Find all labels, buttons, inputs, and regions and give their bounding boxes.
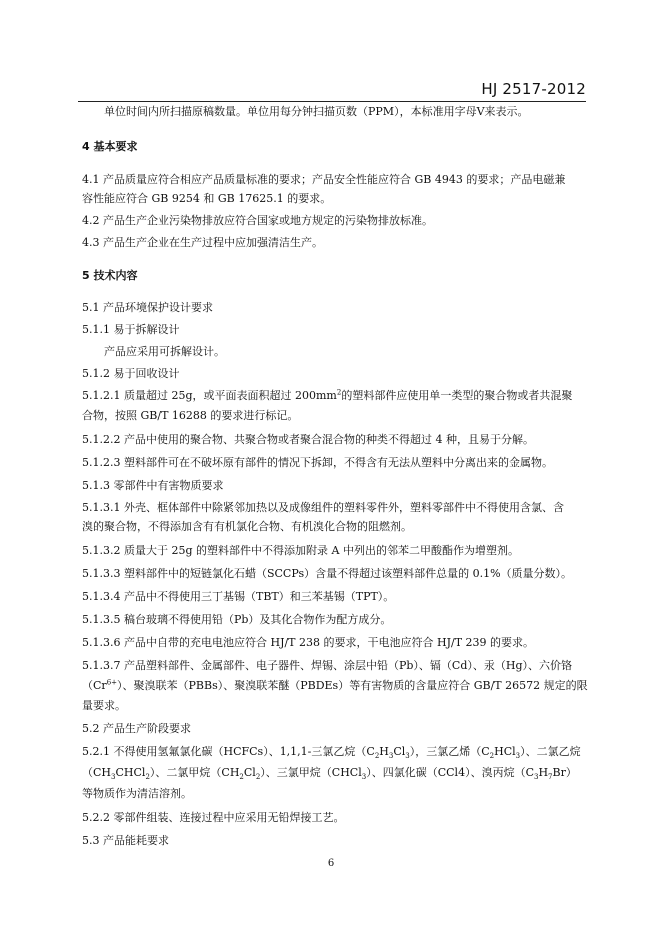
clause-5-1-3-6: 5.1.3.6 产品中自带的充电电池应符合 HJ/T 238 的要求，干电池应符合 HJ/T 239 的要求。 xyxy=(82,636,535,649)
clause-5-1-2: 5.1.2 易于回收设计 xyxy=(82,367,180,380)
clause-5-1-3: 5.1.3 零部件中有害物质要求 xyxy=(82,479,224,492)
clause-5-2-1-cont: $(CH_3CHCl_2)$、二氯甲烷$(CH_2Cl_2)$、三氯甲烷（CHCl$_3$）、四氯化碳（CCl4）、溴丙烷$(C_3H_7Br)$ xyxy=(82,766,577,782)
clause-5-1-3-7-end: 量要求。 xyxy=(82,699,126,712)
clause-5-1: 5.1 产品环境保护设计要求 xyxy=(82,301,213,314)
clause-5-1-2-1-cont: 合物，按照 GB/T 16288 的要求进行标记。 xyxy=(82,409,299,422)
paragraph-line: 单位时间内所扫描原稿数量。单位用每分钟扫描页数（PPM），本标准用字母V来表示。 xyxy=(104,105,529,118)
header-rule xyxy=(78,101,586,102)
clause-5-1-3-7-cont: $(Cr^{6+})$、聚溴联苯（PBBs）、聚溴联苯醚（PBDEs）等有害物质的含量应符合 GB/T 26572 规定的限 xyxy=(82,678,588,692)
clause-5-2-1-end: 等物质作为清洁溶剂。 xyxy=(82,787,192,800)
clause-4-1-cont: 容性能应符合 GB 9254 和 GB 17625.1 的要求。 xyxy=(82,192,332,205)
clause-5-1-3-2: 5.1.3.2 质量大于 25g 的塑料部件中不得添加附录 A 中列出的邻苯二甲酸酯作为增塑剂。 xyxy=(82,544,519,557)
clause-5-1-3-4: 5.1.3.4 产品中不得使用三丁基锡（TBT）和三苯基锡（TPT）。 xyxy=(82,590,395,603)
clause-5-2-1: 5.2.1 不得使用氢氟氯化碳（HCFCs）、1,1,1-三氯乙烷$(C_2H_3Cl_3)$，三氯乙烯$(C_2HCl_3)$、二氯乙烷 xyxy=(82,745,581,761)
standard-code: HJ 2517-2012 xyxy=(481,80,586,98)
clause-5-1-3-1: 5.1.3.1 外壳、框体部件中除紧邻加热以及成像组件的塑料零件外，塑料零部件中不得使用含氯、含 xyxy=(82,501,564,514)
clause-5-1-2-2: 5.1.2.2 产品中使用的聚合物、共聚合物或者聚合混合物的种类不得超过 4 种，且易于分解。 xyxy=(82,433,534,446)
clause-4-1: 4.1 产品质量应符合相应产品质量标准的要求；产品安全性能应符合 GB 4943 的要求；产品电磁兼 xyxy=(82,173,566,186)
page-number: 6 xyxy=(327,858,335,869)
clause-5-1-1: 5.1.1 易于拆解设计 xyxy=(82,323,180,336)
clause-5-1-2-3: 5.1.2.3 塑料部件可在不破坏原有部件的情况下拆卸，不得含有无法从塑料中分离出来的金属物。 xyxy=(82,456,553,469)
section-heading-5: 5 技术内容 xyxy=(82,269,138,282)
clause-5-1-3-5: 5.1.3.5 稿台玻璃不得使用铅（Pb）及其化合物作为配方成分。 xyxy=(82,613,392,626)
clause-5-1-3-3: 5.1.3.3 塑料部件中的短链氯化石蜡（SCCPs）含量不得超过该塑料部件总量的 0.1%（质量分数）。 xyxy=(82,567,573,580)
clause-5-1-3-1-cont: 溴的聚合物，不得添加含有有机氯化合物、有机溴化合物的阻燃剂。 xyxy=(82,520,412,533)
clause-5-3: 5.3 产品能耗要求 xyxy=(82,834,169,847)
clause-5-2: 5.2 产品生产阶段要求 xyxy=(82,722,191,735)
clause-5-1-2-1: 5.1.2.1 质量超过 25g，或平面表面积超过 $200mm^2$的塑料部件应使用单一类型的聚合物或者共混聚 xyxy=(82,388,573,402)
clause-5-2-2: 5.2.2 零部件组装、连接过程中应采用无铅焊接工艺。 xyxy=(82,811,345,824)
clause-5-1-3-7: 5.1.3.7 产品塑料部件、金属部件、电子器件、焊锡、涂层中铅（Pb）、镉（Cd）、汞（Hg）、六价铬 xyxy=(82,659,573,672)
clause-4-2: 4.2 产品生产企业污染物排放应符合国家或地方规定的污染物排放标准。 xyxy=(82,214,433,227)
clause-5-1-1-text: 产品应采用可拆解设计。 xyxy=(104,345,225,358)
section-heading-4: 4 基本要求 xyxy=(82,140,138,153)
clause-4-3: 4.3 产品生产企业在生产过程中应加强清洁生产。 xyxy=(82,236,323,249)
